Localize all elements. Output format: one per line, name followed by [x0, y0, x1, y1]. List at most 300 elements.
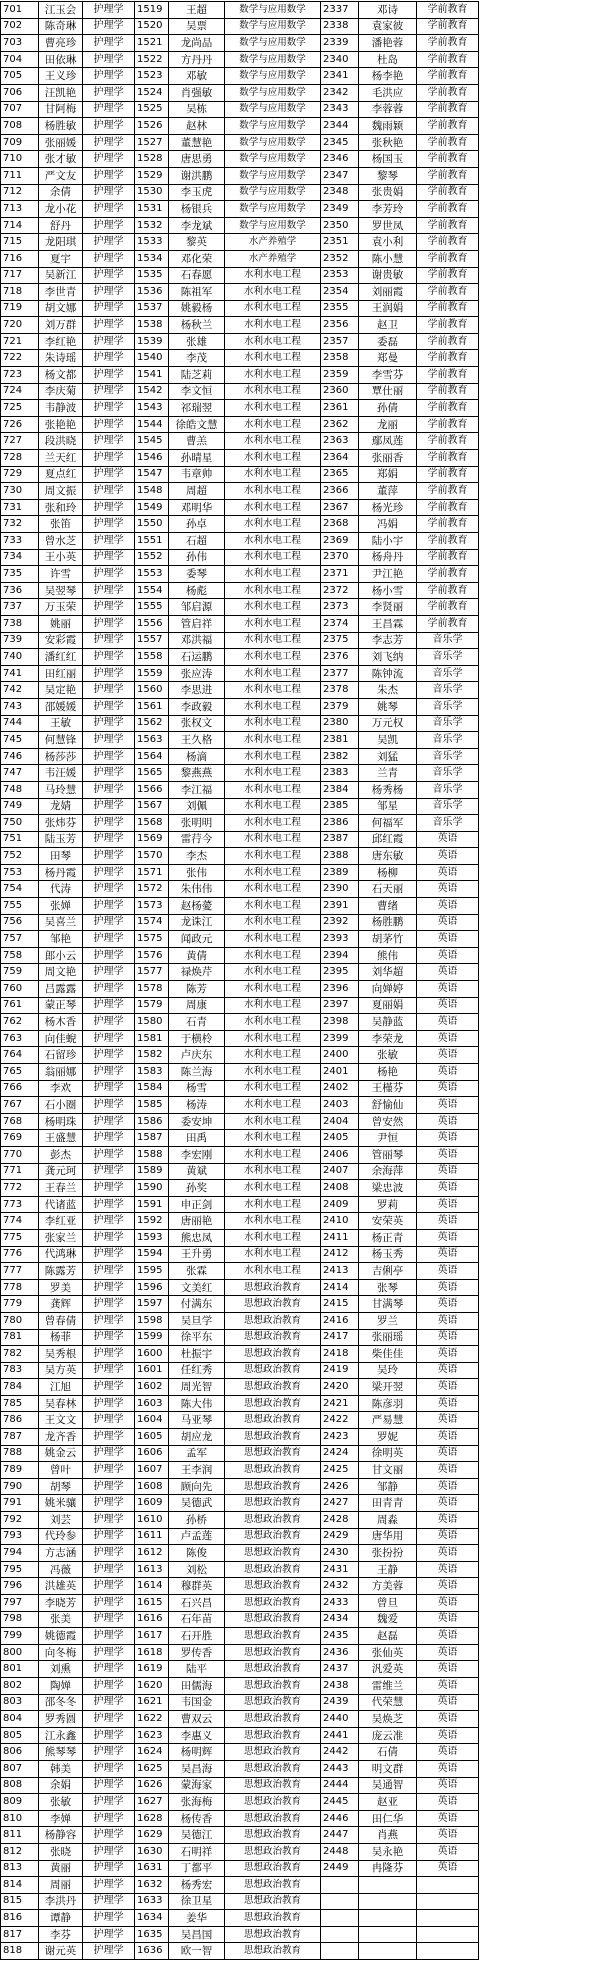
- major-cell: 护理学: [83, 798, 135, 815]
- major-cell: 水利水电工程: [225, 367, 321, 384]
- major-cell: 护理学: [83, 1130, 135, 1147]
- major-cell: 英语: [417, 1628, 479, 1645]
- major-cell: 水利水电工程: [225, 1163, 321, 1180]
- seq-number-cell: 810: [1, 1810, 39, 1827]
- student-name-cell: 梁忠波: [359, 1180, 417, 1197]
- major-cell: 护理学: [83, 1877, 135, 1894]
- seq-number-cell: 2422: [321, 1412, 359, 1429]
- major-cell: 护理学: [83, 499, 135, 516]
- major-cell: 英语: [417, 1777, 479, 1794]
- seq-number-cell: 2423: [321, 1429, 359, 1446]
- major-cell: 护理学: [83, 1677, 135, 1694]
- student-name-cell: 杨国玉: [359, 151, 417, 168]
- table-row: [1, 1561, 479, 1578]
- seq-number-cell: 1534: [135, 250, 169, 267]
- major-cell: 思想政治教育: [225, 1395, 321, 1412]
- seq-number-cell: 765: [1, 1064, 39, 1081]
- student-name-cell: 吴栋: [169, 101, 225, 118]
- seq-number-cell: 2398: [321, 1014, 359, 1031]
- major-cell: 护理学: [83, 2, 135, 19]
- student-name-cell: 周文艳: [39, 964, 83, 981]
- seq-number-cell: 777: [1, 1263, 39, 1280]
- seq-number-cell: 1552: [135, 549, 169, 566]
- seq-number-cell: 738: [1, 615, 39, 632]
- major-cell: 护理学: [83, 350, 135, 367]
- seq-number-cell: 2340: [321, 51, 359, 68]
- major-cell: 音乐学: [417, 698, 479, 715]
- major-cell: 思想政治教育: [225, 1943, 321, 1960]
- student-name-cell: 龙尚品: [169, 35, 225, 52]
- student-name-cell: 张扮扮: [359, 1545, 417, 1562]
- major-cell: 水利水电工程: [225, 499, 321, 516]
- seq-number-cell: 1572: [135, 881, 169, 898]
- major-cell: 思想政治教育: [225, 1893, 321, 1910]
- seq-number-cell: 2408: [321, 1180, 359, 1197]
- student-name-cell: 石运鹏: [169, 649, 225, 666]
- seq-number-cell: 2345: [321, 134, 359, 151]
- major-cell: 水利水电工程: [225, 947, 321, 964]
- major-cell: 学前教育: [417, 151, 479, 168]
- student-name-cell: 段洪晓: [39, 433, 83, 450]
- student-name-cell: 赵亚: [359, 1794, 417, 1811]
- major-cell: 英语: [417, 1595, 479, 1612]
- student-name-cell: 龙婧: [39, 798, 83, 815]
- student-name-cell: 任红秀: [169, 1362, 225, 1379]
- student-name-cell: 委琴: [169, 566, 225, 583]
- major-cell: 英语: [417, 1827, 479, 1844]
- major-cell: 水利水电工程: [225, 350, 321, 367]
- seq-number-cell: 2387: [321, 831, 359, 848]
- major-cell: 水利水电工程: [225, 1246, 321, 1263]
- major-cell: 思想政治教育: [225, 1727, 321, 1744]
- seq-number-cell: 751: [1, 831, 39, 848]
- seq-number-cell: 1576: [135, 947, 169, 964]
- seq-number-cell: 711: [1, 167, 39, 184]
- student-name-cell: 张应涛: [169, 665, 225, 682]
- student-name-cell: 孙伟: [169, 549, 225, 566]
- seq-number-cell: 1519: [135, 2, 169, 19]
- student-name-cell: 杨胜敏: [39, 118, 83, 135]
- major-cell: 护理学: [83, 1097, 135, 1114]
- major-cell: 护理学: [83, 732, 135, 749]
- seq-number-cell: 1540: [135, 350, 169, 367]
- seq-number-cell: 818: [1, 1943, 39, 1960]
- student-name-cell: 邵媛媛: [39, 698, 83, 715]
- student-name-cell: 曹绪: [359, 898, 417, 915]
- student-name-cell: 张琴: [359, 1279, 417, 1296]
- student-name-cell: 吴方英: [39, 1362, 83, 1379]
- seq-number-cell: 1634: [135, 1910, 169, 1927]
- major-cell: 护理学: [83, 1711, 135, 1728]
- seq-number-cell: 1606: [135, 1445, 169, 1462]
- major-cell: 护理学: [83, 831, 135, 848]
- major-cell: 思想政治教育: [225, 1561, 321, 1578]
- student-name-cell: 刘飞纳: [359, 649, 417, 666]
- major-cell: 水利水电工程: [225, 715, 321, 732]
- major-cell: 学前教育: [417, 400, 479, 417]
- student-name-cell: 罗莉: [359, 1196, 417, 1213]
- seq-number-cell: 749: [1, 798, 39, 815]
- major-cell: 护理学: [83, 549, 135, 566]
- student-name-cell: 杨柳: [359, 864, 417, 881]
- seq-number-cell: 1565: [135, 765, 169, 782]
- student-name-cell: 许雪: [39, 566, 83, 583]
- seq-number-cell: 1584: [135, 1080, 169, 1097]
- seq-number-cell: 1557: [135, 632, 169, 649]
- major-cell: 思想政治教育: [225, 1794, 321, 1811]
- seq-number-cell: 814: [1, 1877, 39, 1894]
- major-cell: 学前教育: [417, 84, 479, 101]
- seq-number-cell: 2375: [321, 632, 359, 649]
- major-cell: 水利水电工程: [225, 1047, 321, 1064]
- major-cell: 思想政治教育: [225, 1628, 321, 1645]
- table-row: [1, 367, 479, 384]
- seq-number-cell: 1559: [135, 665, 169, 682]
- student-name-cell: 田依琳: [39, 51, 83, 68]
- seq-number-cell: 2412: [321, 1246, 359, 1263]
- major-cell: 护理学: [83, 682, 135, 699]
- table-row: [1, 1462, 479, 1479]
- seq-number-cell: 725: [1, 400, 39, 417]
- major-cell: 护理学: [83, 1080, 135, 1097]
- major-cell: 水利水电工程: [225, 582, 321, 599]
- major-cell: 水利水电工程: [225, 964, 321, 981]
- roster-table: [0, 1, 479, 1960]
- seq-number-cell: 1539: [135, 333, 169, 350]
- major-cell: 护理学: [83, 914, 135, 931]
- student-name-cell: 邹艳: [39, 931, 83, 948]
- major-cell: 思想政治教育: [225, 1429, 321, 1446]
- table-row: [1, 1495, 479, 1512]
- seq-number-cell: 2410: [321, 1213, 359, 1230]
- student-name-cell: 韩美: [39, 1760, 83, 1777]
- major-cell: 护理学: [83, 582, 135, 599]
- table-row: [1, 649, 479, 666]
- seq-number-cell: 715: [1, 234, 39, 251]
- major-cell: 数学与应用数学: [225, 134, 321, 151]
- table-row: [1, 1512, 479, 1529]
- student-name-cell: 欧一智: [169, 1943, 225, 1960]
- student-name-cell: 兰青: [359, 765, 417, 782]
- student-name-cell: 周超: [169, 483, 225, 500]
- student-name-cell: 吴喜兰: [39, 914, 83, 931]
- seq-number-cell: 2372: [321, 582, 359, 599]
- seq-number-cell: 735: [1, 566, 39, 583]
- table-row: [1, 864, 479, 881]
- major-cell: 水利水电工程: [225, 599, 321, 616]
- seq-number-cell: 2439: [321, 1694, 359, 1711]
- seq-number-cell: 816: [1, 1910, 39, 1927]
- major-cell: 英语: [417, 1296, 479, 1313]
- seq-number-cell: 2349: [321, 201, 359, 218]
- table-row: [1, 582, 479, 599]
- major-cell: 音乐学: [417, 665, 479, 682]
- major-cell: 英语: [417, 1329, 479, 1346]
- major-cell: 思想政治教育: [225, 1545, 321, 1562]
- major-cell: 护理学: [83, 84, 135, 101]
- seq-number-cell: [321, 1943, 359, 1960]
- seq-number-cell: 721: [1, 333, 39, 350]
- seq-number-cell: 1627: [135, 1794, 169, 1811]
- student-name-cell: 徐皓文慧: [169, 416, 225, 433]
- major-cell: 护理学: [83, 748, 135, 765]
- table-row: [1, 1545, 479, 1562]
- table-row: [1, 947, 479, 964]
- student-name-cell: 邓诗: [359, 2, 417, 19]
- student-name-cell: 陈芳: [169, 981, 225, 998]
- seq-number-cell: 1568: [135, 815, 169, 832]
- major-cell: 学前教育: [417, 234, 479, 251]
- seq-number-cell: 1574: [135, 914, 169, 931]
- major-cell: 学前教育: [417, 549, 479, 566]
- seq-number-cell: 2413: [321, 1263, 359, 1280]
- table-row: [1, 1628, 479, 1645]
- seq-number-cell: 1582: [135, 1047, 169, 1064]
- seq-number-cell: 2440: [321, 1711, 359, 1728]
- major-cell: 水利水电工程: [225, 1030, 321, 1047]
- major-cell: 英语: [417, 1794, 479, 1811]
- major-cell: 护理学: [83, 1910, 135, 1927]
- student-name-cell: 赵磊: [359, 1628, 417, 1645]
- student-name-cell: 吕露露: [39, 981, 83, 998]
- major-cell: 护理学: [83, 665, 135, 682]
- table-row: [1, 781, 479, 798]
- student-name-cell: 张和玲: [39, 499, 83, 516]
- student-name-cell: 吴春林: [39, 1395, 83, 1412]
- student-name-cell: 刘熏: [39, 1661, 83, 1678]
- seq-number-cell: 796: [1, 1578, 39, 1595]
- major-cell: 思想政治教育: [225, 1827, 321, 1844]
- student-name-cell: 陈祖军: [169, 284, 225, 301]
- seq-number-cell: 2425: [321, 1462, 359, 1479]
- student-name-cell: 张笛: [39, 516, 83, 533]
- major-cell: 学前教育: [417, 18, 479, 35]
- table-row: [1, 234, 479, 251]
- major-cell: 水利水电工程: [225, 317, 321, 334]
- student-name-cell: 赵林: [169, 118, 225, 135]
- seq-number-cell: 1556: [135, 615, 169, 632]
- table-row: [1, 632, 479, 649]
- table-row: [1, 1030, 479, 1047]
- major-cell: 英语: [417, 947, 479, 964]
- student-name-cell: 熊琴琴: [39, 1744, 83, 1761]
- student-name-cell: 田禹: [169, 1130, 225, 1147]
- table-row: [1, 516, 479, 533]
- student-name-cell: 邓洪福: [169, 632, 225, 649]
- seq-number-cell: 1589: [135, 1163, 169, 1180]
- student-name-cell: 陆平: [169, 1661, 225, 1678]
- student-name-cell: 陈大伟: [169, 1395, 225, 1412]
- major-cell: 护理学: [83, 815, 135, 832]
- major-cell: 学前教育: [417, 300, 479, 317]
- seq-number-cell: 1530: [135, 184, 169, 201]
- seq-number-cell: 2347: [321, 167, 359, 184]
- seq-number-cell: 2442: [321, 1744, 359, 1761]
- student-name-cell: 代涛: [39, 881, 83, 898]
- student-name-cell: 江永鑫: [39, 1727, 83, 1744]
- student-name-cell: 李婵: [39, 1810, 83, 1827]
- student-name-cell: 吴永艳: [359, 1843, 417, 1860]
- major-cell: 英语: [417, 1760, 479, 1777]
- major-cell: 水利水电工程: [225, 1080, 321, 1097]
- major-cell: 思想政治教育: [225, 1362, 321, 1379]
- table-row: [1, 1893, 479, 1910]
- student-name-cell: 郑娟: [359, 466, 417, 483]
- major-cell: 学前教育: [417, 582, 479, 599]
- seq-number-cell: 1545: [135, 433, 169, 450]
- student-name-cell: 安荣英: [359, 1213, 417, 1230]
- seq-number-cell: 2369: [321, 533, 359, 550]
- major-cell: 护理学: [83, 1512, 135, 1529]
- seq-number-cell: 1524: [135, 84, 169, 101]
- student-name-cell: 舒愉仙: [359, 1097, 417, 1114]
- major-cell: 英语: [417, 1694, 479, 1711]
- seq-number-cell: 793: [1, 1528, 39, 1545]
- major-cell: 护理学: [83, 1379, 135, 1396]
- major-cell: 水利水电工程: [225, 466, 321, 483]
- major-cell: 护理学: [83, 649, 135, 666]
- student-name-cell: 曾春倩: [39, 1312, 83, 1329]
- major-cell: 数学与应用数学: [225, 2, 321, 19]
- seq-number-cell: 1619: [135, 1661, 169, 1678]
- student-name-cell: 顾向先: [169, 1478, 225, 1495]
- student-name-cell: 毛洪应: [359, 84, 417, 101]
- major-cell: 护理学: [83, 997, 135, 1014]
- seq-number-cell: 2351: [321, 234, 359, 251]
- major-cell: 水利水电工程: [225, 732, 321, 749]
- student-name-cell: 李惠义: [169, 1727, 225, 1744]
- major-cell: 英语: [417, 1146, 479, 1163]
- student-name-cell: 李红艳: [39, 333, 83, 350]
- student-name-cell: 杨静容: [39, 1827, 83, 1844]
- seq-number-cell: 701: [1, 2, 39, 19]
- seq-number-cell: 2374: [321, 615, 359, 632]
- major-cell: 学前教育: [417, 35, 479, 52]
- student-name-cell: 覃仕丽: [359, 383, 417, 400]
- table-row: [1, 284, 479, 301]
- major-cell: 护理学: [83, 715, 135, 732]
- major-cell: 数学与应用数学: [225, 51, 321, 68]
- seq-number-cell: 775: [1, 1229, 39, 1246]
- major-cell: 护理学: [83, 1893, 135, 1910]
- major-cell: 护理学: [83, 1744, 135, 1761]
- student-name-cell: 方美蓉: [359, 1578, 417, 1595]
- major-cell: 护理学: [83, 201, 135, 218]
- major-cell: 学前教育: [417, 599, 479, 616]
- major-cell: 数学与应用数学: [225, 167, 321, 184]
- seq-number-cell: 1532: [135, 217, 169, 234]
- seq-number-cell: 1548: [135, 483, 169, 500]
- table-row: [1, 300, 479, 317]
- seq-number-cell: 1605: [135, 1429, 169, 1446]
- seq-number-cell: 753: [1, 864, 39, 881]
- table-row: [1, 1478, 479, 1495]
- student-name-cell: 李玉虎: [169, 184, 225, 201]
- major-cell: 思想政治教育: [225, 1329, 321, 1346]
- major-cell: 数学与应用数学: [225, 101, 321, 118]
- seq-number-cell: 739: [1, 632, 39, 649]
- major-cell: 数学与应用数学: [225, 151, 321, 168]
- table-row: [1, 815, 479, 832]
- seq-number-cell: 1583: [135, 1064, 169, 1081]
- student-name-cell: 陶婵: [39, 1677, 83, 1694]
- seq-number-cell: 2441: [321, 1727, 359, 1744]
- seq-number-cell: 794: [1, 1545, 39, 1562]
- seq-number-cell: 2383: [321, 765, 359, 782]
- student-name-cell: 姚琴: [359, 698, 417, 715]
- major-cell: 英语: [417, 1080, 479, 1097]
- student-name-cell: 杜岛: [359, 51, 417, 68]
- major-cell: 护理学: [83, 1495, 135, 1512]
- seq-number-cell: 729: [1, 466, 39, 483]
- seq-number-cell: 756: [1, 914, 39, 931]
- seq-number-cell: 704: [1, 51, 39, 68]
- student-name-cell: 田仁华: [359, 1810, 417, 1827]
- seq-number-cell: 1602: [135, 1379, 169, 1396]
- seq-number-cell: 813: [1, 1860, 39, 1877]
- seq-number-cell: 815: [1, 1893, 39, 1910]
- table-row: [1, 1080, 479, 1097]
- student-name-cell: 杨秀宏: [169, 1877, 225, 1894]
- major-cell: 水利水电工程: [225, 914, 321, 931]
- student-name-cell: 谭静: [39, 1910, 83, 1927]
- seq-number-cell: 1588: [135, 1146, 169, 1163]
- seq-number-cell: 707: [1, 101, 39, 118]
- major-cell: 英语: [417, 1180, 479, 1197]
- seq-number-cell: 1544: [135, 416, 169, 433]
- major-cell: 护理学: [83, 1445, 135, 1462]
- student-name-cell: 杜振宇: [169, 1346, 225, 1363]
- student-name-cell: 龙齐香: [39, 1429, 83, 1446]
- major-cell: 护理学: [83, 1644, 135, 1661]
- table-row: [1, 1279, 479, 1296]
- student-name-cell: 吴德武: [169, 1495, 225, 1512]
- seq-number-cell: 2434: [321, 1611, 359, 1628]
- major-cell: 音乐学: [417, 798, 479, 815]
- student-name-cell: 杨舟丹: [359, 549, 417, 566]
- major-cell: 英语: [417, 1113, 479, 1130]
- student-name-cell: 王静: [359, 1561, 417, 1578]
- seq-number-cell: 2426: [321, 1478, 359, 1495]
- seq-number-cell: 754: [1, 881, 39, 898]
- major-cell: 思想政治教育: [225, 1495, 321, 1512]
- seq-number-cell: 768: [1, 1113, 39, 1130]
- table-row: [1, 1329, 479, 1346]
- major-cell: 学前教育: [417, 118, 479, 135]
- major-cell: 数学与应用数学: [225, 217, 321, 234]
- major-cell: 英语: [417, 848, 479, 865]
- major-cell: 思想政治教育: [225, 1611, 321, 1628]
- student-name-cell: 万元权: [359, 715, 417, 732]
- seq-number-cell: 2403: [321, 1097, 359, 1114]
- student-name-cell: 杨玉秀: [359, 1246, 417, 1263]
- seq-number-cell: [321, 1893, 359, 1910]
- student-name-cell: 吴新江: [39, 267, 83, 284]
- student-name-cell: 孙桥: [169, 1512, 225, 1529]
- seq-number-cell: 713: [1, 201, 39, 218]
- student-name-cell: 万玉荣: [39, 599, 83, 616]
- student-name-cell: 马亚琴: [169, 1412, 225, 1429]
- major-cell: 水利水电工程: [225, 931, 321, 948]
- seq-number-cell: 734: [1, 549, 39, 566]
- student-name-cell: 管启祥: [169, 615, 225, 632]
- table-row: [1, 184, 479, 201]
- student-name-cell: 陈俊: [169, 1545, 225, 1562]
- seq-number-cell: 2346: [321, 151, 359, 168]
- student-name-cell: 曹羔: [169, 433, 225, 450]
- major-cell: 护理学: [83, 599, 135, 616]
- major-cell: 水利水电工程: [225, 566, 321, 583]
